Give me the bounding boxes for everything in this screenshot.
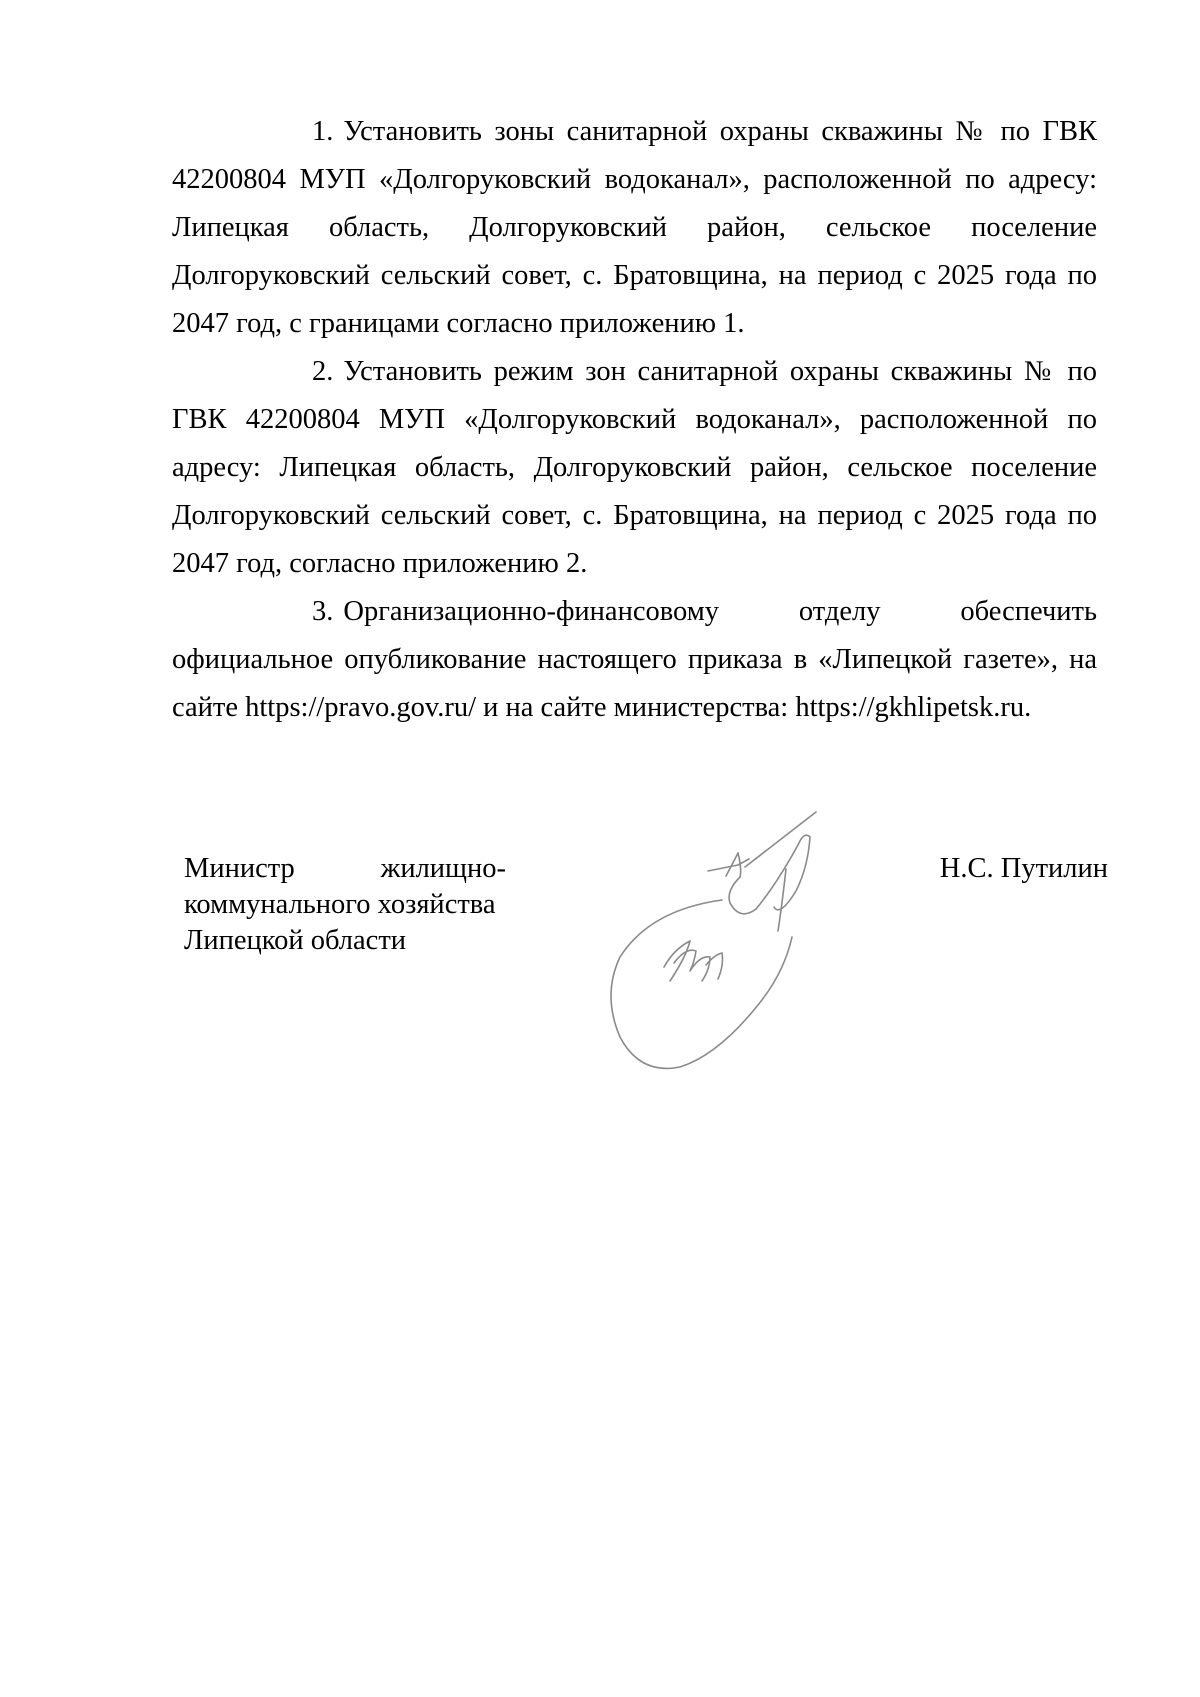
paragraph-number: 1. bbox=[312, 116, 334, 147]
paragraph-number: 3. bbox=[312, 596, 334, 627]
signatory-title-line: коммунального хозяйства bbox=[184, 889, 496, 920]
paragraph-text: Организационно-финансовому отделу обеспечить официальное опубликование настоящего приказа в «Липецкой газете», на сайте https://pravo.gov.ru/ и на сайте министерства: https://gkhlipetsk.ru. bbox=[172, 596, 1097, 723]
signatory-name: Н.С. Путилин bbox=[939, 853, 1108, 884]
signatory-title bbox=[184, 851, 506, 959]
signatory-title-line: Министр жилищно- bbox=[184, 853, 506, 884]
paragraph-text: Установить зоны санитарной охраны скважины № по ГВК 42200804 МУП «Долгоруковский водоканал», расположенной по адресу: Липецкая область, Долгоруковский район, сельское поселение Долгоруковский сельский совет, с. Братовщина, на период с 2025 года по 2047 год, с границами согласно приложению 1. bbox=[172, 116, 1097, 339]
handwritten-signature bbox=[610, 805, 880, 1075]
signatory-title-line: Липецкой области bbox=[184, 925, 407, 956]
order-paragraph-1 bbox=[172, 108, 1097, 348]
order-paragraph-3 bbox=[172, 588, 1097, 732]
paragraph-text: Установить режим зон санитарной охраны скважины № по ГВК 42200804 МУП «Долгоруковский водоканал», расположенной по адресу: Липецкая область, Долгоруковский район, сельское поселение Долгоруковский сельский совет, с. Братовщина, на период с 2025 года по 2047 год, согласно приложению 2. bbox=[172, 356, 1097, 579]
paragraph-number: 2. bbox=[312, 356, 334, 387]
order-paragraph-2 bbox=[172, 348, 1097, 588]
order-body bbox=[172, 108, 1097, 732]
